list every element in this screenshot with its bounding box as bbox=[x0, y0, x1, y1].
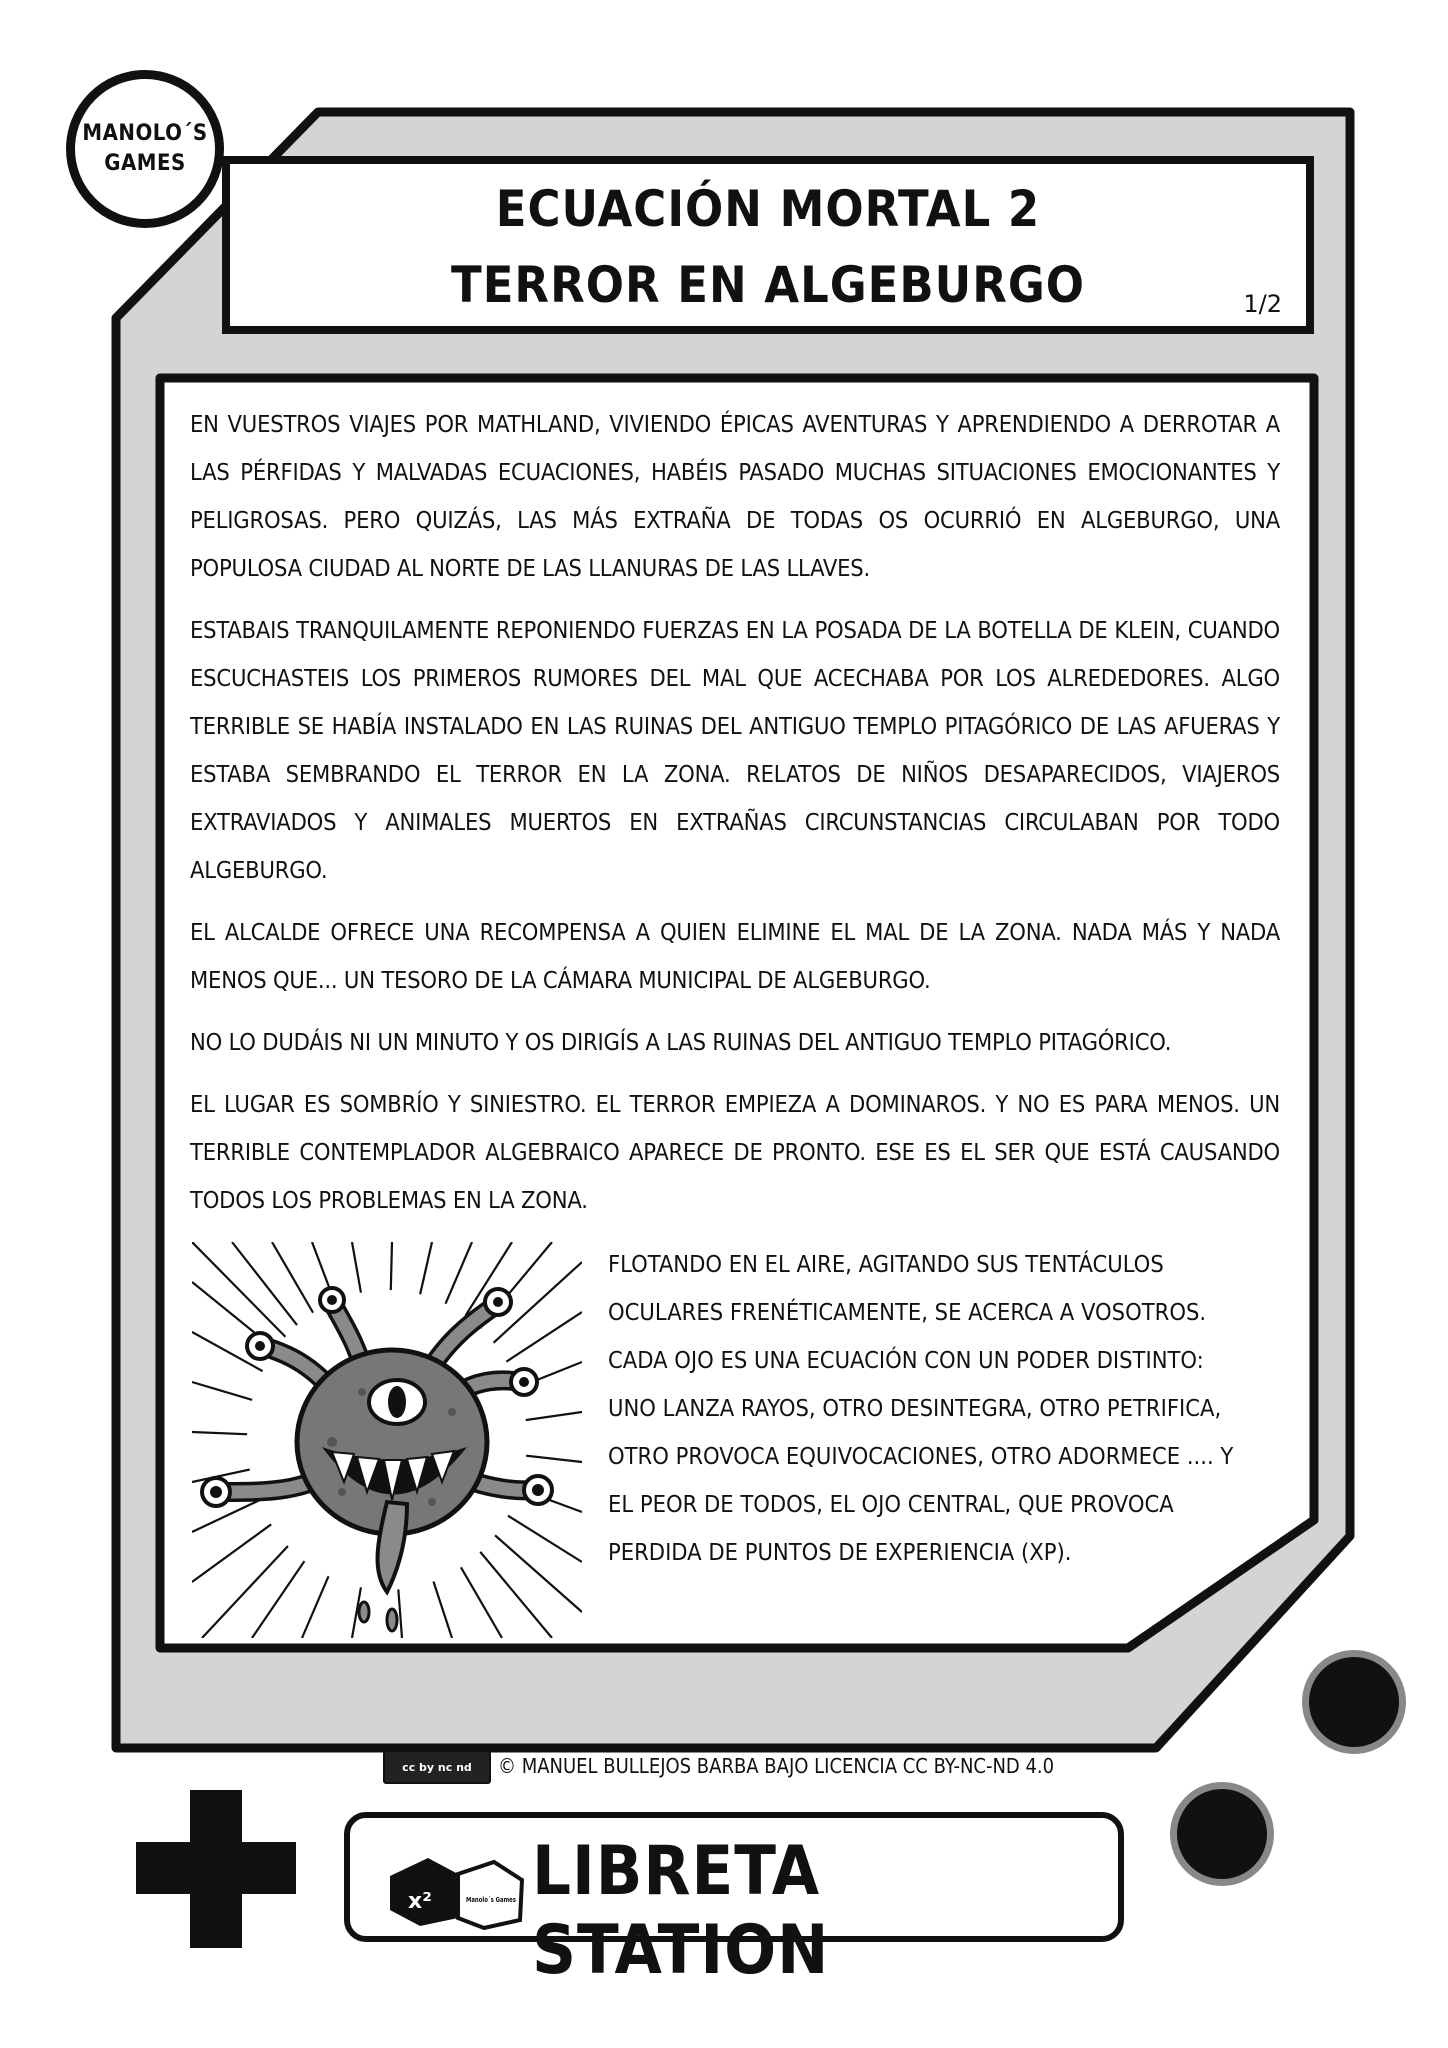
dpad-plus-icon-vertical bbox=[190, 1790, 242, 1948]
badge-line-2: GAMES bbox=[104, 151, 186, 176]
paragraph: EN VUESTROS VIAJES POR MATHLAND, VIVIENDO ÉPICAS AVENTURAS Y APRENDIENDO A DERROTAR A LAS PÉRFIDAS Y MALVADAS ECUACIONES, HABÉIS PASADO MUCHAS SITUACIONES EMOCIONANTES Y PELIGROSAS. PERO QUIZÁS, LAS MÁS EXTRAÑA DE TODAS OS OCURRIÓ EN ALGEBURGO, UNA POPULOSA CIUDAD AL NORTE DE LAS LLANURAS DE LAS LLAVES. bbox=[190, 410, 1280, 582]
title-line-2: TERROR EN ALGEBURGO bbox=[451, 256, 1085, 314]
page-number: 1/2 bbox=[1243, 290, 1282, 318]
license-text: © MANUEL BULLEJOS BARBA BAJO LICENCIA CC BY-NC-ND 4.0 bbox=[498, 1754, 1055, 1778]
libreta-station-brand bbox=[344, 1812, 1124, 1990]
brand-title: LIBRETA STATION bbox=[532, 1832, 830, 1990]
dice-logo-icon bbox=[380, 1836, 530, 1930]
side-paragraph: FLOTANDO EN EL AIRE, AGITANDO SUS TENTÁCULOS OCULARES FRENÉTICAMENTE, SE ACERCA A VOSOTROS. CADA OJO ES UNA ECUACIÓN CON UN PODER DISTINTO: UNO LANZA RAYOS, OTRO DESINTEGRA, OTRO PETRIFICA, OTRO PROVOCA EQUIVOCACIONES, OTRO ADORMECE .... Y EL PEOR DE TODOS, EL OJO CENTRAL, QUE PROVOCA PERDIDA DE PUNTOS DE EXPERIENCIA (XP). bbox=[608, 1250, 1234, 1566]
dice-label-x2: x² bbox=[408, 1889, 432, 1914]
monster-illustration bbox=[192, 1242, 582, 1638]
paragraph: NO LO DUDÁIS NI UN MINUTO Y OS DIRIGÍS A LAS RUINAS DEL ANTIGUO TEMPLO PITAGÓRICO. bbox=[190, 1028, 1172, 1056]
manolos-games-badge bbox=[66, 70, 224, 228]
title-line-1: ECUACIÓN MORTAL 2 bbox=[495, 180, 1041, 238]
badge-line-1: MANOLO´S bbox=[82, 121, 208, 146]
dice-label-manolos: Manolo´s Games bbox=[466, 1896, 516, 1904]
console-button-a bbox=[1302, 1650, 1406, 1754]
cc-badge-label: cc by nc nd bbox=[402, 1760, 472, 1774]
console-button-b bbox=[1170, 1782, 1274, 1886]
title-box bbox=[222, 156, 1314, 334]
paragraph: EL LUGAR ES SOMBRÍO Y SINIESTRO. EL TERROR EMPIEZA A DOMINAROS. Y NO ES PARA MENOS. UN TERRIBLE CONTEMPLADOR ALGEBRAICO APARECE DE PRONTO. ESE ES EL SER QUE ESTÁ CAUSANDO TODOS LOS PROBLEMAS EN LA ZONA. bbox=[190, 1090, 1280, 1214]
paragraph: ESTABAIS TRANQUILAMENTE REPONIENDO FUERZAS EN LA POSADA DE LA BOTELLA DE KLEIN, CUANDO ESCUCHASTEIS LOS PRIMEROS RUMORES DEL MAL QUE ACECHABA POR LOS ALREDEDORES. ALGO TERRIBLE SE HABÍA INSTALADO EN LAS RUINAS DEL ANTIGUO TEMPLO PITAGÓRICO DE LAS AFUERAS Y ESTABA SEMBRANDO EL TERROR EN LA ZONA. RELATOS DE NIÑOS DESAPARECIDOS, VIAJEROS EXTRAVIADOS Y ANIMALES MUERTOS EN EXTRAÑAS CIRCUNSTANCIAS CIRCULABAN POR TODO ALGEBURGO. bbox=[190, 616, 1280, 884]
story-text bbox=[190, 400, 1280, 1238]
paragraph: EL ALCALDE OFRECE UNA RECOMPENSA A QUIEN ELIMINE EL MAL DE LA ZONA. NADA MÁS Y NADA MENOS QUE... UN TESORO DE LA CÁMARA MUNICIPAL DE ALGEBURGO. bbox=[190, 918, 1280, 994]
cc-license-badge bbox=[383, 1750, 491, 1784]
